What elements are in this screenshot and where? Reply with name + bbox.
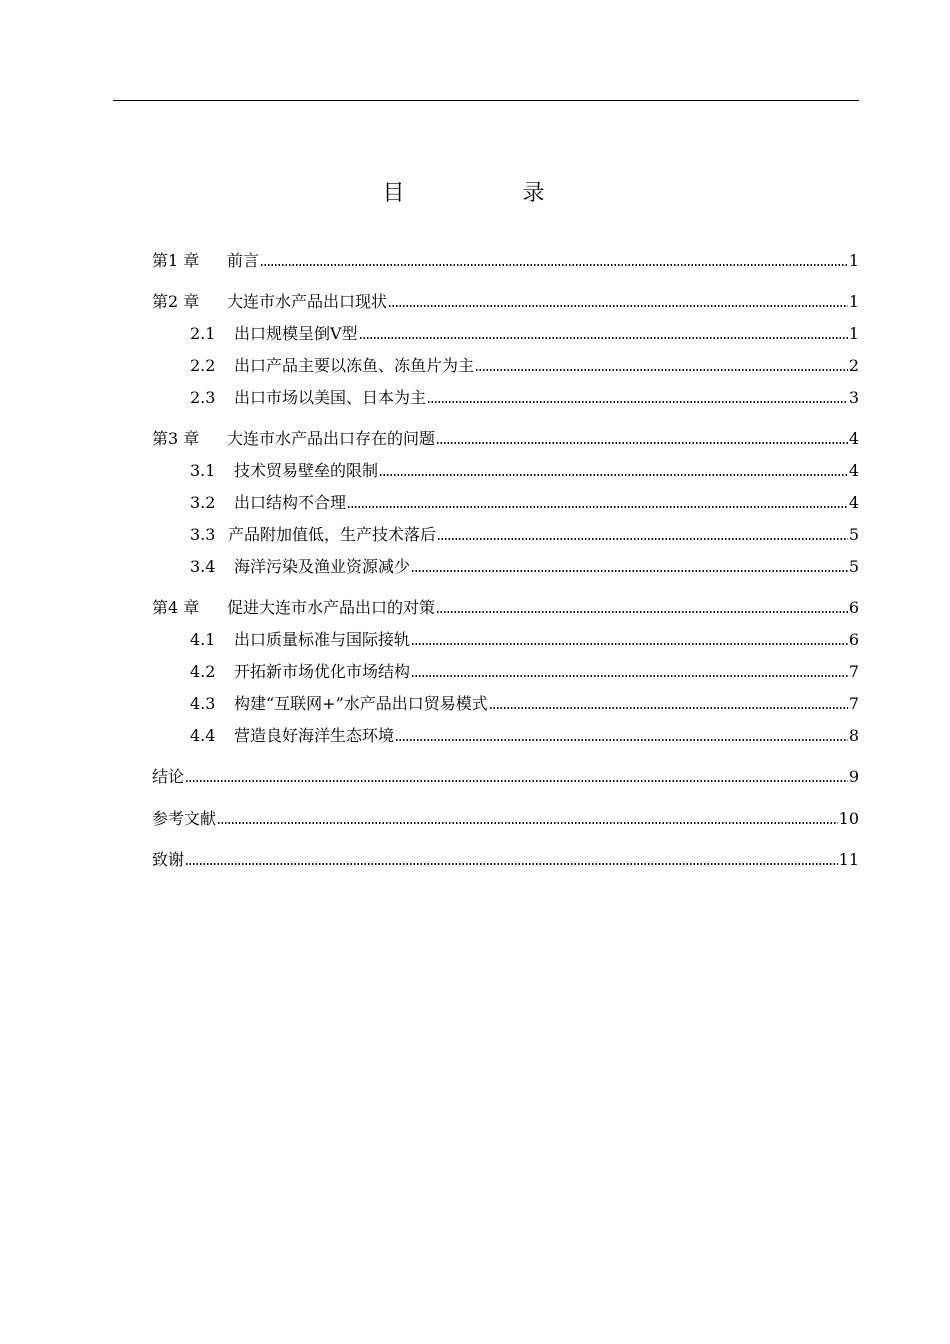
toc-entry-number: 4.1 xyxy=(190,630,216,649)
toc-entry-section-3-4[interactable] xyxy=(152,554,859,578)
dot-leader xyxy=(347,505,848,509)
toc-entry-page: 1 xyxy=(848,251,859,270)
toc-entry-page: 2 xyxy=(848,356,859,375)
toc-entry-label: 出口结构不合理 xyxy=(234,493,347,512)
toc-entry-section-2-1[interactable] xyxy=(152,321,859,345)
toc-entry-section-4-3[interactable] xyxy=(152,691,859,715)
toc-entry-page: 9 xyxy=(848,767,859,786)
toc-entry-label: 构建“互联网+”水产品出口贸易模式 xyxy=(234,694,488,713)
toc-entry-label: 大连市水产品出口存在的问题 xyxy=(227,429,436,448)
dot-leader xyxy=(359,336,848,340)
toc-entry-number: 第1 章 xyxy=(152,251,200,270)
dot-leader xyxy=(217,821,838,825)
dot-leader xyxy=(395,738,848,742)
dot-leader xyxy=(475,368,848,372)
toc-entry-page: 6 xyxy=(848,630,859,649)
toc-entry-chapter-1[interactable] xyxy=(152,248,859,272)
dot-leader xyxy=(260,263,848,267)
toc-entry-number: 2.2 xyxy=(190,356,216,375)
toc-entry-page: 4 xyxy=(848,461,859,480)
dot-leader xyxy=(388,304,848,308)
dot-leader xyxy=(411,642,848,646)
toc-entry-section-3-2[interactable] xyxy=(152,490,859,514)
toc-entry-number: 3.3 xyxy=(190,525,216,544)
dot-leader xyxy=(379,473,848,477)
toc-entry-number: 第3 章 xyxy=(152,429,200,448)
toc-entry-number: 第4 章 xyxy=(152,598,200,617)
toc-entry-section-2-2[interactable] xyxy=(152,353,859,377)
toc-entry-number: 4.4 xyxy=(190,726,216,745)
toc-entry-section-3-1[interactable] xyxy=(152,458,859,482)
dot-leader xyxy=(489,706,848,710)
toc-entry-section-4-4[interactable] xyxy=(152,723,859,747)
toc-entry-number: 2.3 xyxy=(190,388,216,407)
toc-entry-page: 5 xyxy=(848,557,859,576)
toc-entry-page: 6 xyxy=(848,598,859,617)
toc-entry-label: 参考文献 xyxy=(152,809,217,828)
dot-leader xyxy=(427,400,848,404)
toc-entry-label: 开拓新市场优化市场结构 xyxy=(234,662,411,681)
toc-entry-label: 出口产品主要以冻鱼、冻鱼片为主 xyxy=(234,356,475,375)
toc-entry-label: 出口市场以美国、日本为主 xyxy=(234,388,427,407)
toc-entry-page: 7 xyxy=(848,662,859,681)
toc-entry-label: 促进大连市水产品出口的对策 xyxy=(227,598,436,617)
toc-entry-page: 4 xyxy=(848,429,859,448)
toc-entry-section-3-3[interactable] xyxy=(152,522,859,546)
toc-entry-section-4-2[interactable] xyxy=(152,659,859,683)
toc-entry-label: 出口规模呈倒Ⅴ型 xyxy=(234,324,358,343)
dot-leader xyxy=(185,779,848,783)
dot-leader xyxy=(185,862,838,866)
toc-entry-page: 4 xyxy=(848,493,859,512)
toc-entry-page: 10 xyxy=(838,809,859,828)
toc-entry-label: 海洋污染及渔业资源减少 xyxy=(234,557,411,576)
toc-entry-chapter-2[interactable] xyxy=(152,289,859,313)
toc-entry-page: 5 xyxy=(848,525,859,544)
toc-entry-section-2-3[interactable] xyxy=(152,385,859,409)
dot-leader xyxy=(411,569,848,573)
toc-entry-page: 1 xyxy=(848,292,859,311)
toc-entry-label: 技术贸易壁垒的限制 xyxy=(234,461,379,480)
toc-entry-page: 1 xyxy=(848,324,859,343)
toc-entry-number: 3.4 xyxy=(190,557,216,576)
toc-entry-page: 8 xyxy=(848,726,859,745)
toc-entry-label: 致谢 xyxy=(152,850,185,869)
toc-entry-label: 产品附加值低，生产技术落后 xyxy=(228,525,437,544)
toc-entry-chapter-4[interactable] xyxy=(152,595,859,619)
toc-entry-label: 前言 xyxy=(227,251,260,270)
toc-entry-page: 7 xyxy=(848,694,859,713)
toc-entry-number: 第2 章 xyxy=(152,292,200,311)
dot-leader xyxy=(436,610,848,614)
toc-entry-page: 11 xyxy=(838,850,859,869)
toc-entry-number: 4.3 xyxy=(190,694,216,713)
toc-entry-page: 3 xyxy=(848,388,859,407)
toc-entry-number: 3.1 xyxy=(190,461,216,480)
toc-entry-references[interactable] xyxy=(152,806,859,830)
toc-entry-label: 营造良好海洋生态环境 xyxy=(234,726,395,745)
toc-entry-number: 3.2 xyxy=(190,493,216,512)
toc-entry-number: 4.2 xyxy=(190,662,216,681)
dot-leader xyxy=(436,441,848,445)
toc-entry-chapter-3[interactable] xyxy=(152,426,859,450)
toc-entry-label: 大连市水产品出口现状 xyxy=(227,292,388,311)
dot-leader xyxy=(437,537,848,541)
toc-entry-label: 结论 xyxy=(152,767,185,786)
toc-title: 目 录 xyxy=(382,181,593,206)
toc-entry-conclusion[interactable] xyxy=(152,764,859,788)
toc-list xyxy=(152,0,859,1344)
dot-leader xyxy=(411,674,848,678)
toc-entry-section-4-1[interactable] xyxy=(152,627,859,651)
toc-entry-number: 2.1 xyxy=(190,324,216,343)
toc-entry-acknowledgements[interactable] xyxy=(152,847,859,871)
toc-entry-label: 出口质量标准与国际接轨 xyxy=(234,630,411,649)
